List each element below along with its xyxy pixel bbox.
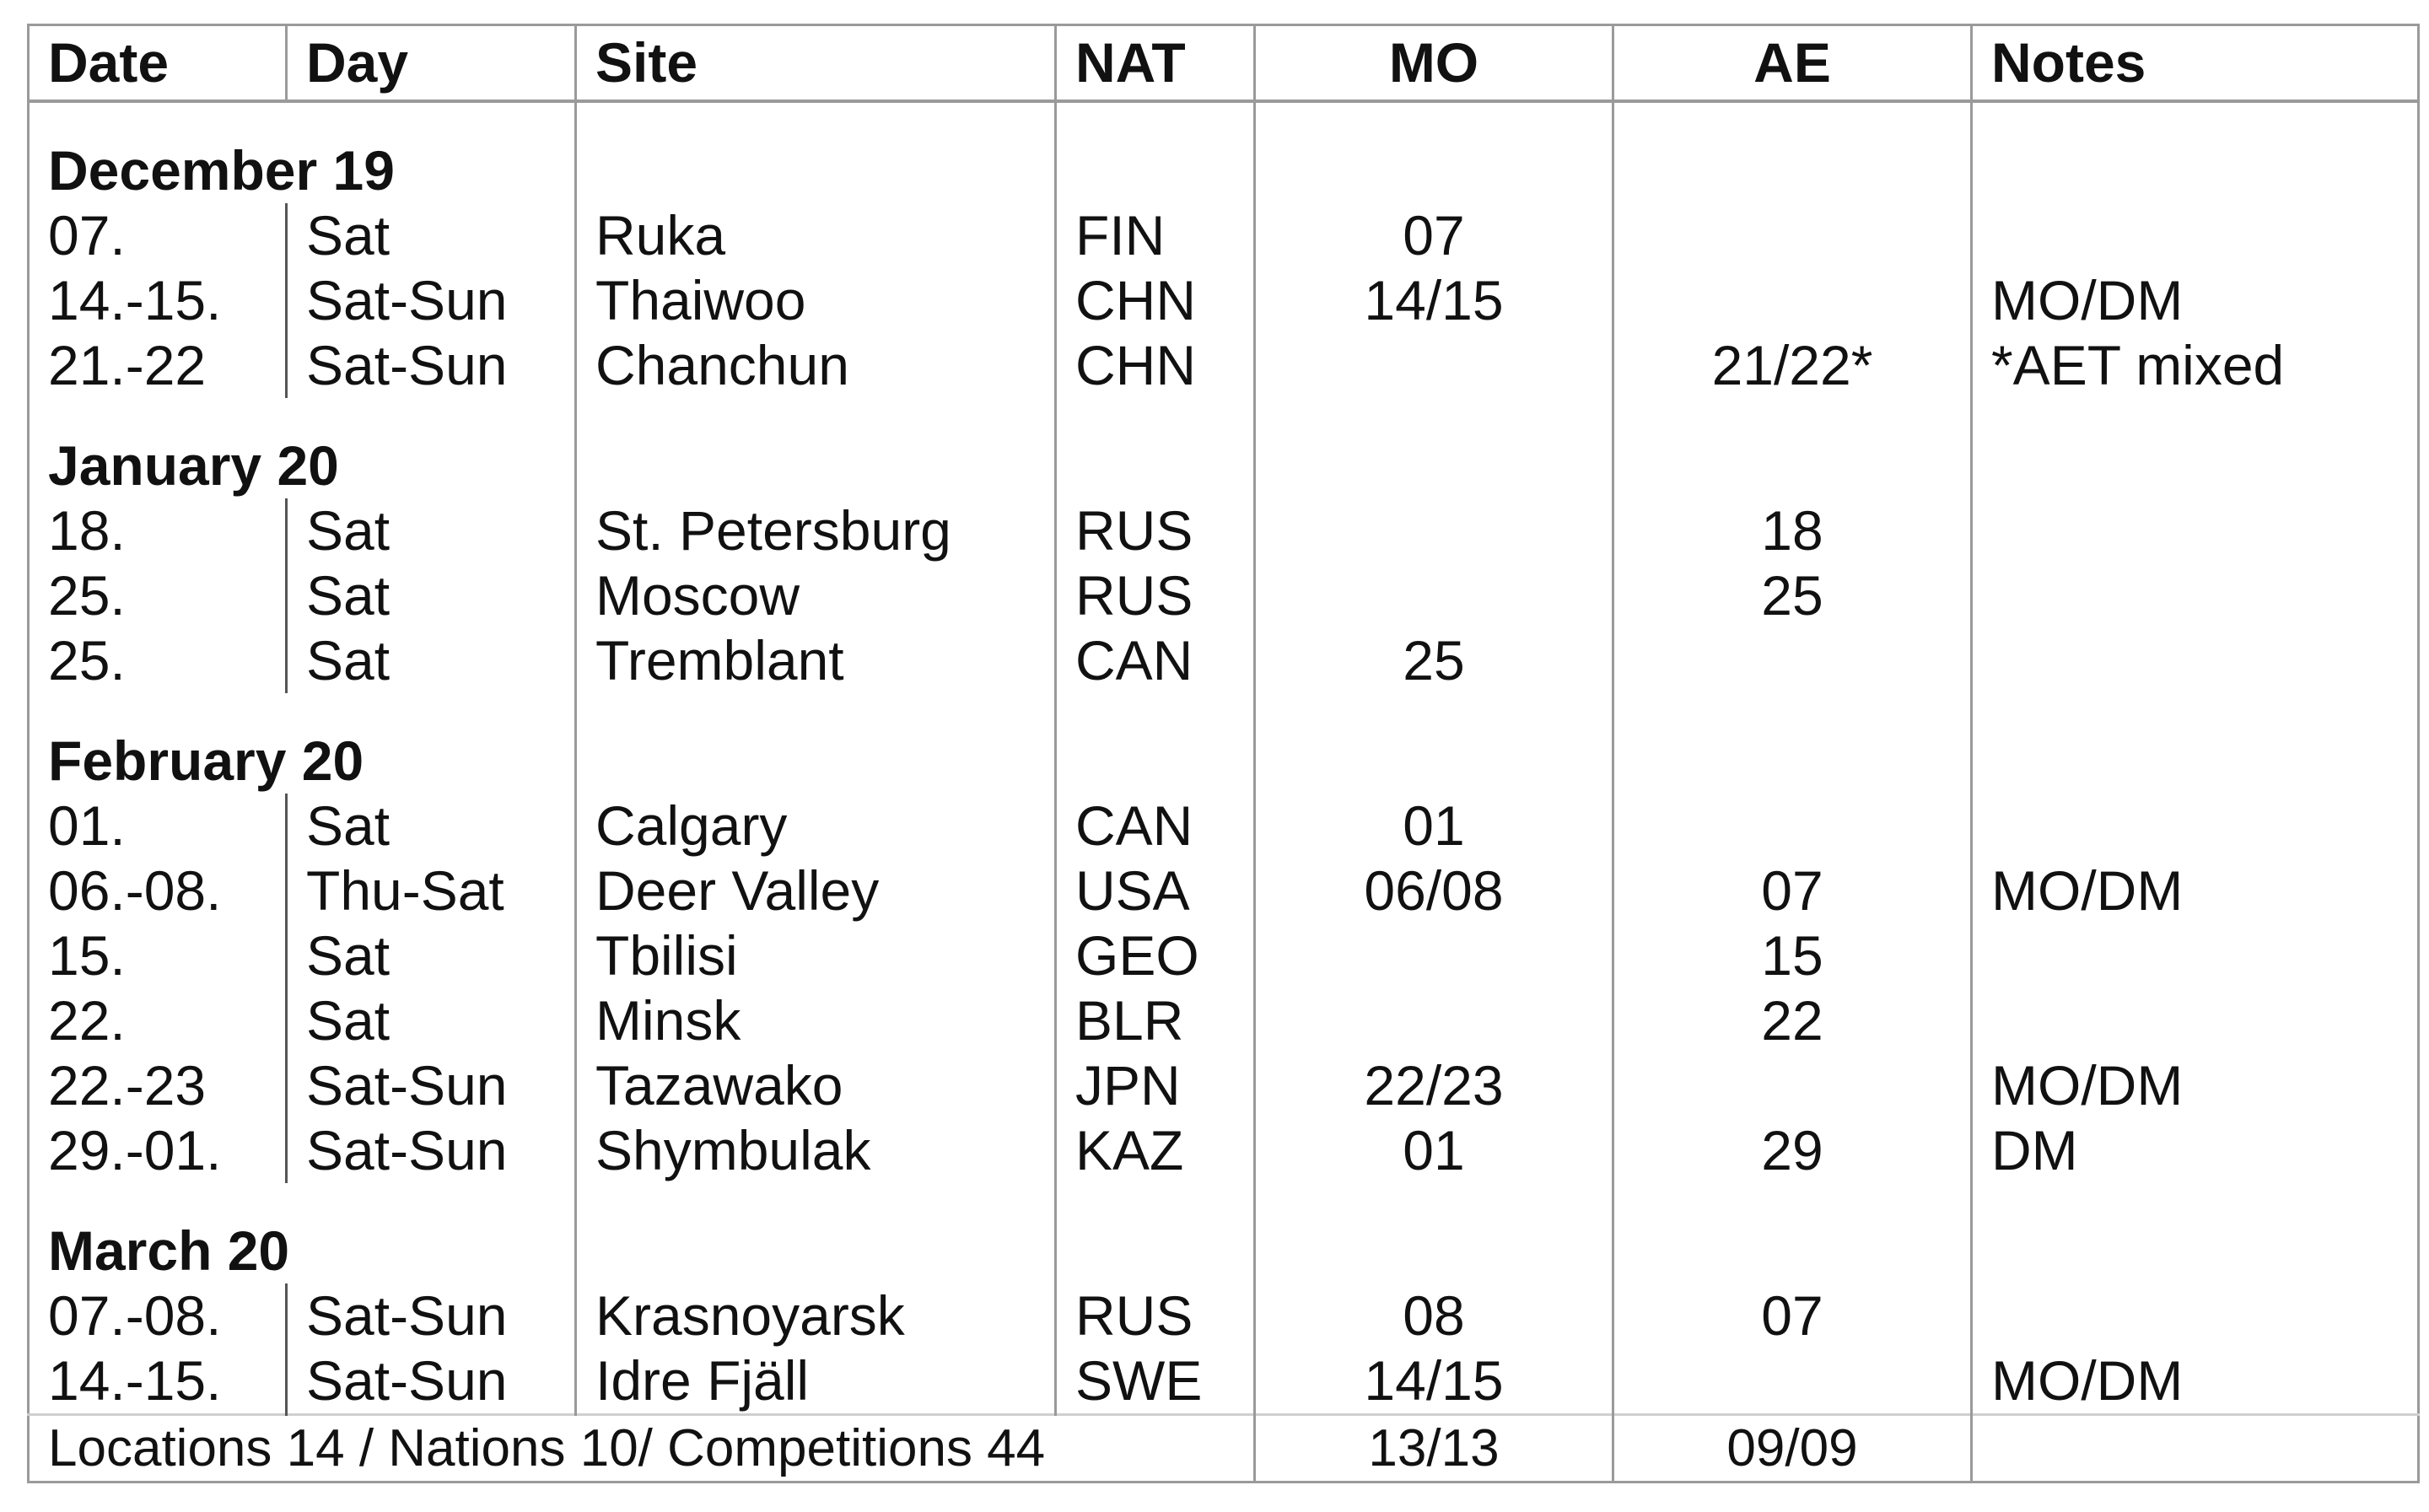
ae-cell: 25 — [1613, 563, 1972, 628]
notes-cell — [1972, 988, 2419, 1053]
month-label: December 19 — [48, 139, 395, 202]
ae-cell — [1613, 628, 1972, 693]
notes-cell: MO/DM — [1991, 1054, 2184, 1117]
month-label: March 20 — [48, 1219, 290, 1282]
month-row-cell — [576, 138, 1056, 203]
month-row-cell — [1255, 729, 1613, 794]
mo-cell: 25 — [1255, 628, 1613, 693]
month-row-cell — [1255, 1219, 1613, 1283]
mo-cell — [1255, 333, 1613, 398]
spacer-cell — [29, 693, 287, 729]
spacer-cell — [576, 398, 1056, 433]
schedule-body — [29, 101, 2419, 1415]
schedule-sheet — [27, 24, 2417, 1496]
spacer-cell — [1613, 1183, 1972, 1219]
header-site: Site — [576, 25, 1056, 102]
spacer-cell — [1613, 398, 1972, 433]
day-cell: Sat — [287, 203, 576, 268]
ae-cell: 15 — [1613, 923, 1972, 988]
table-row — [29, 1348, 2419, 1415]
date-cell: 07. — [29, 203, 287, 268]
notes-cell — [1972, 203, 2419, 268]
notes-cell — [1972, 563, 2419, 628]
nat-cell: GEO — [1056, 923, 1255, 988]
nat-cell: RUS — [1056, 563, 1255, 628]
mo-cell — [1255, 563, 1613, 628]
month-row-cell — [576, 433, 1056, 498]
mo-cell: 07 — [1255, 203, 1613, 268]
site-cell: Chanchun — [576, 333, 1056, 398]
nat-cell: SWE — [1056, 1348, 1255, 1415]
table-row — [29, 203, 2419, 268]
day-cell: Sat-Sun — [287, 268, 576, 333]
notes-cell: *AET mixed — [1991, 334, 2285, 396]
month-row-cell — [576, 1219, 1056, 1283]
table-row — [29, 268, 2419, 333]
spacer-cell — [1056, 101, 1255, 138]
month-row-cell — [1056, 1219, 1255, 1283]
month-row-cell — [1255, 138, 1613, 203]
notes-cell — [1972, 628, 2419, 693]
date-cell: 18. — [29, 498, 287, 563]
mo-cell: 01 — [1255, 794, 1613, 858]
month-row-cell — [1613, 1219, 1972, 1283]
ae-cell: 22 — [1613, 988, 1972, 1053]
spacer-cell — [1255, 101, 1613, 138]
month-row-cell — [1613, 138, 1972, 203]
nat-cell: CHN — [1056, 268, 1255, 333]
mo-cell — [1255, 988, 1613, 1053]
site-cell: Thaiwoo — [576, 268, 1056, 333]
header-day: Day — [287, 25, 576, 102]
day-cell: Sat — [287, 628, 576, 693]
day-cell: Sat — [287, 498, 576, 563]
totals-row — [29, 1415, 2419, 1482]
table-row — [29, 858, 2419, 923]
month-row-cell — [1255, 433, 1613, 498]
day-cell: Thu-Sat — [287, 858, 576, 923]
site-cell: St. Petersburg — [576, 498, 1056, 563]
month-heading-row — [29, 138, 2419, 203]
spacer-cell — [576, 693, 1056, 729]
table-row — [29, 1118, 2419, 1183]
spacer-cell — [1056, 398, 1255, 433]
mo-cell — [1255, 498, 1613, 563]
table-row — [29, 1053, 2419, 1118]
spacer-cell — [1613, 101, 1972, 138]
day-cell: Sat — [287, 923, 576, 988]
site-cell: Tazawako — [576, 1053, 1056, 1118]
totals-label: Locations 14 / Nations 10/ Competitions 44 — [29, 1415, 1255, 1482]
mo-cell — [1255, 923, 1613, 988]
spacer-cell — [1613, 693, 1972, 729]
ae-cell — [1613, 1053, 1972, 1118]
schedule-table — [27, 24, 2420, 1483]
spacer-cell — [1972, 101, 2419, 138]
ae-cell: 18 — [1613, 498, 1972, 563]
table-row — [29, 1283, 2419, 1348]
month-row-cell — [576, 729, 1056, 794]
site-cell: Minsk — [576, 988, 1056, 1053]
site-cell: Krasnoyarsk — [576, 1283, 1056, 1348]
notes-cell — [1972, 498, 2419, 563]
month-heading-row — [29, 433, 2419, 498]
spacer-cell — [287, 101, 576, 138]
spacer-cell — [29, 101, 287, 138]
site-cell: Shymbulak — [576, 1118, 1056, 1183]
nat-cell: CAN — [1056, 794, 1255, 858]
spacer-cell — [29, 398, 287, 433]
spacer-cell — [1056, 693, 1255, 729]
mo-cell: 14/15 — [1255, 1348, 1613, 1415]
month-label: January 20 — [48, 434, 339, 497]
spacer-cell — [1255, 398, 1613, 433]
site-cell: Ruka — [576, 203, 1056, 268]
nat-cell: JPN — [1056, 1053, 1255, 1118]
month-spacer — [29, 693, 2419, 729]
day-cell: Sat-Sun — [287, 333, 576, 398]
date-cell: 01. — [29, 794, 287, 858]
table-row — [29, 794, 2419, 858]
date-cell: 14.-15. — [29, 268, 287, 333]
notes-cell: DM — [1991, 1119, 2078, 1181]
spacer-cell — [1056, 1183, 1255, 1219]
month-heading-row — [29, 1219, 2419, 1283]
month-row-cell — [1613, 433, 1972, 498]
month-heading-row — [29, 729, 2419, 794]
day-cell: Sat-Sun — [287, 1283, 576, 1348]
site-cell: Idre Fjäll — [576, 1348, 1056, 1415]
totals-ae: 09/09 — [1613, 1415, 1972, 1482]
day-cell: Sat — [287, 988, 576, 1053]
month-label: February 20 — [48, 729, 364, 792]
mo-cell: 06/08 — [1255, 858, 1613, 923]
month-spacer — [29, 398, 2419, 433]
date-cell: 07.-08. — [29, 1283, 287, 1348]
mo-cell: 08 — [1255, 1283, 1613, 1348]
nat-cell: RUS — [1056, 498, 1255, 563]
table-row — [29, 988, 2419, 1053]
ae-cell — [1613, 268, 1972, 333]
date-cell: 22.-23 — [29, 1053, 287, 1118]
site-cell: Deer Valley — [576, 858, 1056, 923]
month-row-cell — [1972, 138, 2419, 203]
site-cell: Tremblant — [576, 628, 1056, 693]
mo-cell: 22/23 — [1255, 1053, 1613, 1118]
day-cell: Sat — [287, 794, 576, 858]
day-cell: Sat-Sun — [287, 1348, 576, 1415]
spacer-cell — [287, 693, 576, 729]
date-cell: 29.-01. — [29, 1118, 287, 1183]
date-cell: 06.-08. — [29, 858, 287, 923]
nat-cell: CHN — [1056, 333, 1255, 398]
day-cell: Sat-Sun — [287, 1118, 576, 1183]
spacer-cell — [576, 101, 1056, 138]
date-cell: 15. — [29, 923, 287, 988]
month-row-cell — [1972, 1219, 2419, 1283]
table-row — [29, 628, 2419, 693]
spacer-cell — [576, 1183, 1056, 1219]
notes-cell: MO/DM — [1991, 1349, 2184, 1412]
ae-cell: 21/22* — [1613, 333, 1972, 398]
site-cell: Moscow — [576, 563, 1056, 628]
month-row-cell — [1972, 729, 2419, 794]
month-spacer — [29, 101, 2419, 138]
nat-cell: KAZ — [1056, 1118, 1255, 1183]
date-cell: 25. — [29, 563, 287, 628]
ae-cell: 07 — [1613, 858, 1972, 923]
spacer-cell — [1972, 398, 2419, 433]
notes-cell: MO/DM — [1991, 269, 2184, 331]
header-notes: Notes — [1972, 25, 2419, 102]
month-row-cell — [1056, 138, 1255, 203]
header-ae: AE — [1613, 25, 1972, 102]
ae-cell: 29 — [1613, 1118, 1972, 1183]
table-row — [29, 563, 2419, 628]
totals-mo: 13/13 — [1255, 1415, 1613, 1482]
month-row-cell — [1056, 729, 1255, 794]
header-date: Date — [29, 25, 287, 102]
table-row — [29, 923, 2419, 988]
spacer-cell — [287, 398, 576, 433]
header-row — [29, 25, 2419, 102]
month-row-cell — [287, 1219, 576, 1283]
mo-cell: 01 — [1255, 1118, 1613, 1183]
ae-cell — [1613, 203, 1972, 268]
mo-cell: 14/15 — [1255, 268, 1613, 333]
spacer-cell — [1255, 693, 1613, 729]
table-row — [29, 333, 2419, 398]
spacer-cell — [29, 1183, 287, 1219]
totals-notes — [1972, 1415, 2419, 1482]
notes-cell — [1972, 923, 2419, 988]
day-cell: Sat-Sun — [287, 1053, 576, 1118]
nat-cell: CAN — [1056, 628, 1255, 693]
nat-cell: BLR — [1056, 988, 1255, 1053]
day-cell: Sat — [287, 563, 576, 628]
ae-cell — [1613, 1348, 1972, 1415]
table-row — [29, 498, 2419, 563]
ae-cell: 07 — [1613, 1283, 1972, 1348]
site-cell: Calgary — [576, 794, 1056, 858]
spacer-cell — [1255, 1183, 1613, 1219]
date-cell: 14.-15. — [29, 1348, 287, 1415]
date-cell: 21.-22 — [29, 333, 287, 398]
nat-cell: USA — [1056, 858, 1255, 923]
notes-cell: MO/DM — [1991, 859, 2184, 922]
nat-cell: FIN — [1056, 203, 1255, 268]
notes-cell — [1972, 794, 2419, 858]
spacer-cell — [287, 1183, 576, 1219]
ae-cell — [1613, 794, 1972, 858]
nat-cell: RUS — [1056, 1283, 1255, 1348]
spacer-cell — [1972, 693, 2419, 729]
header-mo: MO — [1255, 25, 1613, 102]
month-row-cell — [1056, 433, 1255, 498]
date-cell: 25. — [29, 628, 287, 693]
month-row-cell — [1613, 729, 1972, 794]
month-row-cell — [1972, 433, 2419, 498]
month-spacer — [29, 1183, 2419, 1219]
date-cell: 22. — [29, 988, 287, 1053]
notes-cell — [1972, 1283, 2419, 1348]
spacer-cell — [1972, 1183, 2419, 1219]
site-cell: Tbilisi — [576, 923, 1056, 988]
header-nat: NAT — [1056, 25, 1255, 102]
